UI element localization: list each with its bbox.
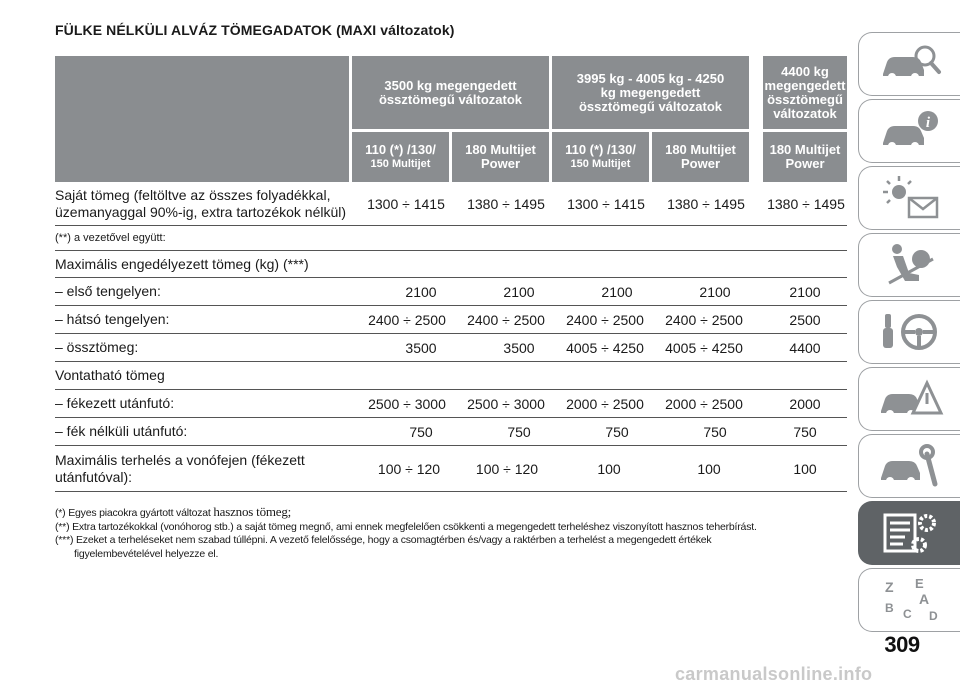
table-row-note: [55, 226, 847, 251]
row-label: – össztömeg:: [55, 339, 139, 355]
cell-value: 1300 ÷ 1415: [367, 195, 445, 212]
engine-line: 110 (*) /130/: [565, 142, 636, 157]
group-line: változatok: [773, 105, 837, 121]
engine-line: Power: [480, 156, 520, 171]
list-gear-icon: [875, 507, 945, 559]
cell-value: 2100: [601, 283, 633, 300]
header-engine-3: [552, 132, 649, 182]
cell-value: 2100: [699, 283, 731, 300]
chapter-tab-airbag[interactable]: [858, 233, 960, 297]
header-engine-2: [452, 132, 549, 182]
cell-value: 3500: [405, 339, 437, 356]
cell-value: 2000: [789, 395, 821, 412]
svg-text:i: i: [925, 115, 930, 131]
cell-value: 1300 ÷ 1415: [567, 195, 645, 212]
cell-value: 1380 ÷ 1495: [467, 195, 545, 212]
row-label: – fék nélküli utánfutó:: [55, 423, 188, 439]
footnote-2: (**) Extra tartozékokkal (vonóhorog stb.) a saját tömeg megnő, ami ennek megfelelően csökkenti a megengedett terheléshez viszonyított hasznos teherbírást.: [55, 520, 757, 533]
header-group-4400: [763, 56, 847, 129]
chapter-tab-technical-data[interactable]: [858, 501, 960, 565]
cell-value: 2500: [789, 311, 821, 328]
engine-line: 180 Multijet: [465, 142, 536, 157]
cell-value: 2400 ÷ 2500: [566, 311, 644, 328]
row-label: – hátsó tengelyen:: [55, 311, 170, 327]
footnote-text: hasznos tömeg;: [213, 504, 292, 519]
svg-text:D: D: [928, 609, 938, 623]
cell-value: 3500: [503, 339, 535, 356]
cell-value: 2100: [503, 283, 535, 300]
group-line: 4400 kg: [781, 63, 829, 79]
chapter-tab-knowing-vehicle[interactable]: [858, 32, 960, 96]
cell-value: 4400: [789, 339, 821, 356]
chapter-tab-warning-lights[interactable]: [858, 166, 960, 230]
row-label-line: utánfutóval):: [55, 468, 133, 485]
svg-text:A: A: [918, 591, 929, 607]
engine-line: 180 Multijet: [769, 142, 841, 157]
engine-line: Power: [680, 156, 720, 171]
cell-value: 2500 ÷ 3000: [368, 395, 446, 412]
header-group-3995-4250: [552, 56, 749, 129]
cell-value: 100 ÷ 120: [377, 460, 441, 477]
engine-line: 150 Multijet: [570, 158, 631, 170]
svg-text:B: B: [884, 601, 894, 615]
airbag-passenger-icon: [875, 239, 945, 291]
footnote-text: figyelembevételével helyezze el.: [74, 547, 219, 560]
chapter-tab-index[interactable]: [858, 568, 960, 632]
table-row-rear-axle: [55, 306, 847, 334]
header-engine-5: [763, 132, 847, 182]
cell-value: 1380 ÷ 1495: [767, 195, 845, 212]
cell-value: 2400 ÷ 2500: [368, 311, 446, 328]
cell-value: 2100: [789, 283, 821, 300]
table-row-curb-weight: [55, 182, 847, 226]
page-title: FÜLKE NÉLKÜLI ALVÁZ TÖMEGADATOK (MAXI változatok): [55, 22, 455, 38]
group-line: megengedett: [764, 77, 846, 93]
car-info-icon: [875, 105, 945, 157]
svg-text:Z: Z: [884, 579, 894, 595]
cell-value: 4005 ÷ 4250: [665, 339, 743, 356]
group-line: össztömegű változatok: [578, 98, 723, 114]
cell-value: 100: [793, 460, 817, 477]
group-line: kg megengedett: [600, 84, 701, 100]
car-warning-triangle-icon: [875, 373, 945, 425]
chapter-tab-maintenance[interactable]: [858, 434, 960, 498]
chapter-tab-safety[interactable]: [858, 99, 960, 163]
engine-line: 110 (*) /130/: [365, 142, 436, 157]
page-number: 309: [884, 632, 920, 657]
header-group-3500: [352, 56, 549, 129]
row-label-line: Saját tömeg (feltöltve az összes folyadékkal,: [55, 186, 331, 203]
cell-value: 750: [793, 423, 817, 440]
cell-value: 750: [507, 423, 531, 440]
table-row-gross-weight: [55, 334, 847, 362]
footnote-3: [55, 534, 845, 561]
row-label-line: üzemanyaggal 90%-ig, extra tartozékok nélkül): [55, 203, 347, 220]
weight-data-table: [55, 56, 847, 492]
row-label: Maximális engedélyezett tömeg (kg) (***): [55, 255, 309, 272]
row-label: – első tengelyen:: [55, 283, 161, 299]
table-row-towable-heading: [55, 362, 847, 390]
footnote-text: (*) Egyes piacokra gyártott változat: [55, 507, 211, 519]
row-label: Vontatható tömeg: [55, 367, 165, 383]
engine-line: Power: [785, 156, 825, 171]
row-label: (**) a vezetővel együtt:: [55, 231, 166, 244]
car-magnifier-icon: [875, 38, 945, 90]
table-row-max-weight-heading: [55, 251, 847, 278]
chapter-tab-starting-driving[interactable]: [858, 300, 960, 364]
table-row-towbar-load: [55, 446, 847, 492]
cell-value: 2400 ÷ 2500: [665, 311, 743, 328]
cell-value: 750: [409, 423, 433, 440]
table-row-braked-trailer: [55, 390, 847, 418]
alphabet-index-icon: [875, 574, 945, 626]
footnotes: [55, 505, 845, 561]
cell-value: 2000 ÷ 2500: [665, 395, 743, 412]
engine-line: 150 Multijet: [370, 158, 431, 170]
chapter-tab-emergency[interactable]: [858, 367, 960, 431]
table-row-unbraked-trailer: [55, 418, 847, 446]
table-header: [55, 56, 847, 182]
chapter-sidebar: [858, 32, 960, 635]
footnote-1: [55, 505, 845, 521]
cell-value: 100 ÷ 120: [475, 460, 539, 477]
cell-value: 2100: [405, 283, 437, 300]
header-engine-4: [652, 132, 749, 182]
row-label: [55, 446, 305, 491]
header-engine-1: [352, 132, 449, 182]
cell-value: 4005 ÷ 4250: [566, 339, 644, 356]
cell-value: 100: [597, 460, 621, 477]
cell-value: 2500 ÷ 3000: [467, 395, 545, 412]
group-line: össztömegű: [767, 91, 843, 107]
car-wrench-icon: [875, 440, 945, 492]
row-label: [55, 182, 346, 225]
cell-value: 750: [703, 423, 727, 440]
svg-text:C: C: [902, 607, 912, 621]
watermark: carmanualsonline.info: [675, 664, 873, 684]
cell-value: 1380 ÷ 1495: [667, 195, 745, 212]
cell-value: 750: [605, 423, 629, 440]
engine-line: 180 Multijet: [665, 142, 736, 157]
row-label: – fékezett utánfutó:: [55, 395, 175, 411]
header-label-column: [55, 56, 349, 182]
cell-value: 2400 ÷ 2500: [467, 311, 545, 328]
svg-text:E: E: [914, 576, 924, 591]
warning-light-envelope-icon: [875, 172, 945, 224]
cell-value: 100: [697, 460, 721, 477]
group-line: össztömegű változatok: [378, 91, 523, 107]
group-line: 3995 kg - 4005 kg - 4250: [576, 70, 725, 86]
steering-wheel-key-icon: [875, 306, 945, 358]
footnote-text: (***) Ezeket a terheléseket nem szabad túllépni. A vezető felelőssége, hogy a csomagtérben és/vagy a raktérben a terhelést a megengedett értékek: [55, 534, 712, 546]
cell-value: 2000 ÷ 2500: [566, 395, 644, 412]
group-line: 3500 kg megengedett: [384, 77, 517, 93]
table-row-front-axle: [55, 278, 847, 306]
row-label-line: Maximális terhelés a vonófejen (fékezett: [55, 451, 305, 468]
